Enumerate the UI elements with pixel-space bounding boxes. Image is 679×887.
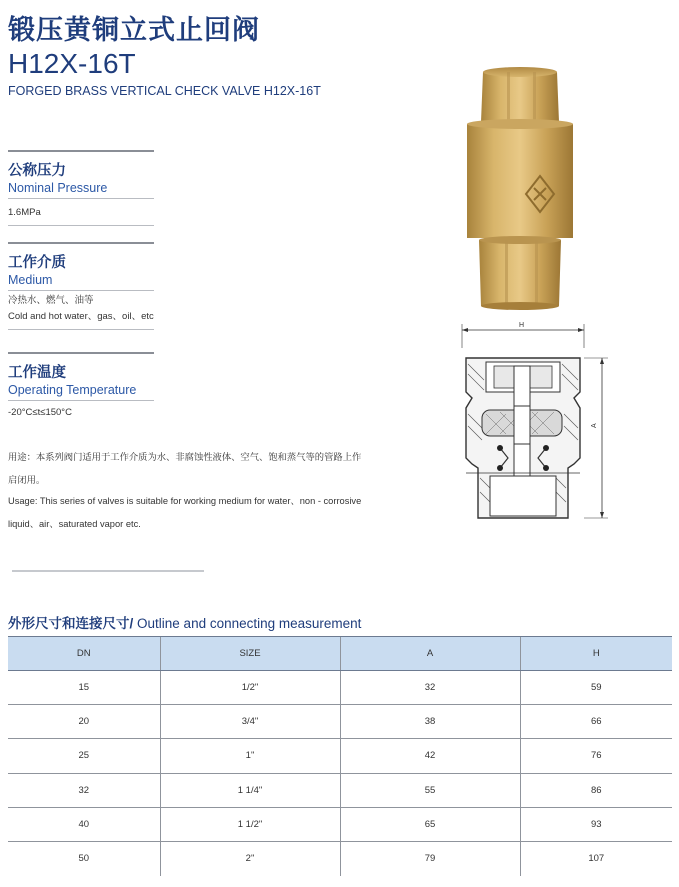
cell-dn: 15 [8,671,160,705]
cell-a: 42 [340,739,520,773]
valve-product-image [455,66,585,313]
divider [8,150,154,152]
spec-temperature [8,352,154,421]
page-title-cn: 锻压黄铜立式止回阀 [8,15,260,46]
cell-dn: 32 [8,773,160,807]
col-header-a: A [340,637,520,671]
table-header-row [8,637,672,671]
table-row [8,841,672,875]
cell-a: 32 [340,671,520,705]
table-title-cn: 外形尺寸和连接尺寸/ [8,616,134,631]
cell-a: 65 [340,807,520,841]
valve-section-drawing [456,318,616,528]
table-title-en: Outline and connecting measurement [137,616,362,631]
cell-dn: 40 [8,807,160,841]
divider [8,198,154,199]
divider [8,225,154,226]
cell-h: 93 [520,807,672,841]
cell-a: 38 [340,705,520,739]
table-row [8,671,672,705]
cell-dn: 20 [8,705,160,739]
col-header-size: SIZE [160,637,340,671]
cell-h: 86 [520,773,672,807]
spec-medium-value-en: Cold and hot water、gas、oil、etc [8,311,154,322]
spec-medium-label-cn: 工作介质 [8,255,66,271]
section-divider [12,570,204,572]
dimension-a-label: A [591,423,598,428]
dimension-h-label: H [519,322,525,329]
spec-medium-value-cn: 冷热水、燃气、油等 [8,295,94,306]
divider [8,242,154,244]
cell-size: 1 1/2" [160,807,340,841]
spec-pressure [8,150,154,226]
model-number: H12X-16T [8,48,136,79]
usage-text-en: Usage: This series of valves is suitable for working medium for water、non - corrosive liquid、air、saturated vapor etc. [8,496,362,529]
divider [8,352,154,354]
col-header-h: H [520,637,672,671]
cell-size: 1" [160,739,340,773]
table-row [8,807,672,841]
cell-h: 59 [520,671,672,705]
dimensions-table [8,636,672,876]
table-row [8,705,672,739]
divider [8,400,154,401]
usage-text-cn: 用途：本系列阀门适用于工作介质为水、非腐蚀性液体、空气、饱和蒸气等的管路上作启闭用。 [8,452,362,485]
spec-temperature-value: -20°C≤t≤150°C [8,407,72,418]
spec-pressure-label-en: Nominal Pressure [8,181,108,195]
cell-dn: 25 [8,739,160,773]
spec-temperature-label-cn: 工作温度 [8,365,66,381]
cell-a: 55 [340,773,520,807]
spec-pressure-value: 1.6MPa [8,207,41,218]
page-title-en: FORGED BRASS VERTICAL CHECK VALVE H12X-16T [8,84,321,98]
spec-medium-label-en: Medium [8,273,53,287]
cell-a: 79 [340,841,520,875]
spec-pressure-label-cn: 公称压力 [8,163,66,179]
cell-h: 76 [520,739,672,773]
table-row [8,773,672,807]
cell-h: 66 [520,705,672,739]
divider [8,329,154,330]
col-header-dn: DN [8,637,160,671]
cell-h: 107 [520,841,672,875]
cell-size: 3/4" [160,705,340,739]
table-title [8,612,361,632]
table-row [8,739,672,773]
cell-size: 1 1/4" [160,773,340,807]
cell-dn: 50 [78,853,90,865]
spec-temperature-label-en: Operating Temperature [8,383,137,397]
divider [8,290,154,291]
cell-size: 1/2" [160,671,340,705]
cell-size: 2" [160,841,340,875]
spec-medium [8,242,154,330]
